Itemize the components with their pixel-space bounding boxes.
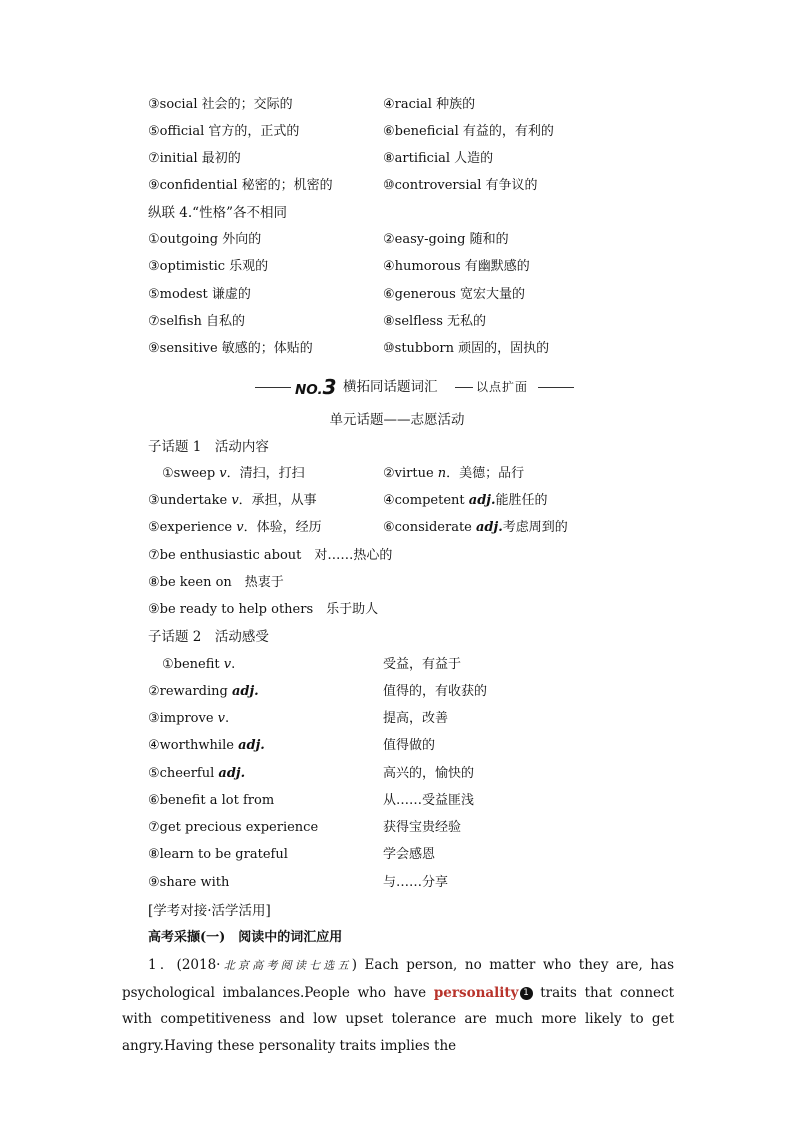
- vocab-item: ②easy-going 随和的: [383, 232, 509, 247]
- subtopic-title: 子话题 1 活动内容: [148, 439, 269, 455]
- vocab-item: ⑥considerate adj.考虑周到的: [383, 520, 568, 535]
- vocab-item: ⑤official 官方的，正式的: [148, 124, 300, 139]
- section-subtitle: 以点扩面: [476, 380, 529, 394]
- vocab-item: ⑧artificial 人造的: [383, 151, 494, 166]
- vocab-item: ⑩stubborn 顽固的，固执的: [383, 341, 550, 356]
- vocab-item: ①sweep v．清扫，打扫: [162, 466, 305, 481]
- phrase-item: ⑦be enthusiastic about 对……热心的: [148, 548, 393, 563]
- vocab-meaning: 从……受益匪浅: [383, 793, 475, 808]
- vocab-word: ②rewarding adj.: [148, 684, 259, 699]
- gaokao-heading: 高考采撷(一) 阅读中的词汇应用: [148, 930, 343, 945]
- subtopic-title: 子话题 2 活动感受: [148, 629, 269, 645]
- vocab-meaning: 值得做的: [383, 738, 436, 753]
- vocab-word: ⑥benefit a lot from: [148, 793, 275, 808]
- practice-heading: [学考对接·活学活用]: [148, 903, 271, 919]
- vocab-word: ①benefit v.: [162, 657, 236, 672]
- vocab-item: ⑧selfless 无私的: [383, 314, 487, 329]
- passage-text: Each person, no matter who they are, has psychological imbalances.People who have: [122, 957, 674, 1001]
- rule-line: [538, 387, 574, 388]
- vocab-word: ⑦get precious experience: [148, 820, 319, 835]
- vocab-item: ⑩controversial 有争议的: [383, 178, 538, 193]
- vocab-item: ③social 社会的；交际的: [148, 97, 293, 112]
- vocab-meaning: 值得的，有收获的: [383, 684, 488, 699]
- vocab-meaning: 与……分享: [383, 875, 449, 890]
- vocab-item: ⑨sensitive 敏感的；体贴的: [148, 341, 313, 356]
- vocab-item: ①outgoing 外向的: [148, 232, 262, 247]
- vocab-word: ⑧learn to be grateful: [148, 847, 288, 862]
- vocab-item: ④humorous 有幽默感的: [383, 259, 530, 274]
- vocab-item: ③optimistic 乐观的: [148, 259, 269, 274]
- annotation-marker[interactable]: 1: [520, 987, 533, 1000]
- vocab-item: ⑤experience v．体验，经历: [148, 520, 322, 535]
- phrase-item: ⑧be keen on 热衷于: [148, 575, 284, 590]
- vocab-word: ⑨share with: [148, 875, 230, 890]
- reading-passage: [122, 952, 674, 1059]
- vocab-meaning: 高兴的，愉快的: [383, 766, 475, 781]
- passage-source: 北京高考阅读七选五: [220, 959, 352, 972]
- vocab-item: ⑥beneficial 有益的，有利的: [383, 124, 554, 139]
- section-header-no3: [255, 376, 575, 398]
- unit-topic: 单元话题——志愿活动: [329, 412, 465, 428]
- vocab-meaning: 学会感恩: [383, 847, 436, 862]
- section-number: NO.3: [295, 375, 337, 399]
- passage-text: traits that connect with competitiveness and low upset tolerance are much more likely to get angry.Having these personality traits implies the: [122, 984, 674, 1054]
- vocab-word: ⑤cheerful adj.: [148, 766, 246, 781]
- vocab-meaning: 获得宝贵经验: [383, 820, 462, 835]
- source-close: ): [351, 957, 358, 973]
- vocab-item: ④racial 种族的: [383, 97, 476, 112]
- phrase-item: ⑨be ready to help others 乐于助人: [148, 602, 379, 617]
- vocab-item: ⑥generous 宽宏大量的: [383, 287, 525, 302]
- vocab-item: ⑨confidential 秘密的；机密的: [148, 178, 333, 193]
- vocab-item: ⑤modest 谦虚的: [148, 287, 251, 302]
- vocab-item: ⑦initial 最初的: [148, 151, 241, 166]
- rule-line: [455, 387, 473, 388]
- highlighted-word: personality: [433, 984, 519, 1001]
- vocab-word: ④worthwhile adj.: [148, 738, 265, 753]
- question-number: 1．: [148, 957, 177, 973]
- rule-line: [255, 387, 291, 388]
- vocab-item: ③undertake v．承担，从事: [148, 493, 317, 508]
- vocab-meaning: 受益，有益于: [383, 657, 462, 672]
- vocab-item: ④competent adj.能胜任的: [383, 493, 548, 508]
- vocab-item: ⑦selfish 自私的: [148, 314, 246, 329]
- vocab-item: ②virtue n．美德；品行: [383, 466, 525, 481]
- vocab-meaning: 提高，改善: [383, 711, 449, 726]
- source-open: (2018·: [176, 957, 221, 973]
- vocab-word: ③improve v.: [148, 711, 230, 726]
- group-title: 纵联 4.“性格”各不相同: [148, 205, 287, 221]
- section-title: 横拓同话题词汇: [343, 379, 438, 395]
